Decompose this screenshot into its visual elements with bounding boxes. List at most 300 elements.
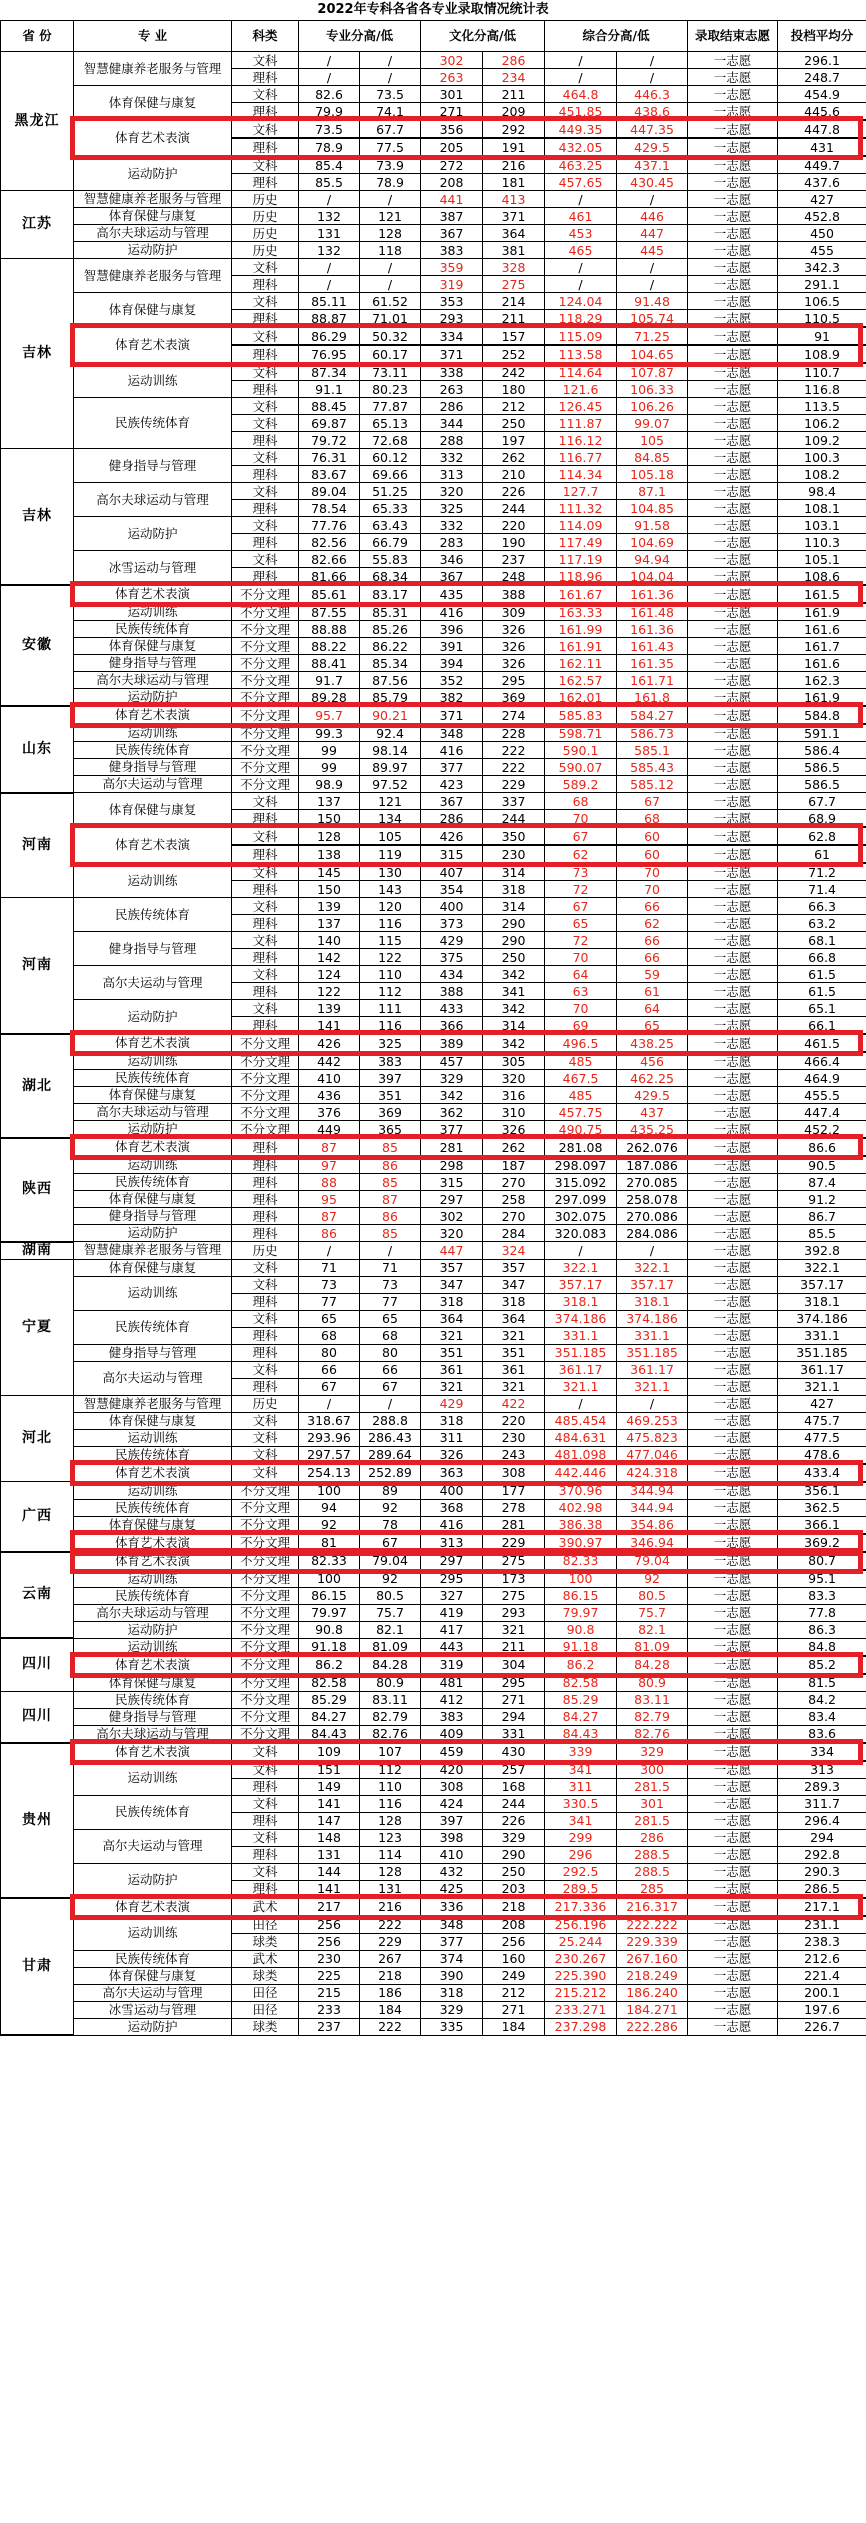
average-score-cell: 161.6 [778, 655, 866, 672]
culture-score-high-cell: 416 [421, 603, 483, 621]
type-cell: 不分文理 [232, 585, 299, 603]
composite-score-low-cell: 80.5 [617, 1587, 688, 1604]
culture-score-low-cell: 342 [483, 1000, 545, 1017]
major-score-high-cell: 66 [299, 1361, 360, 1378]
table-row [1, 1984, 866, 2001]
major-cell: 运动防护 [74, 156, 232, 191]
final-choice-cell: 一志愿 [688, 432, 778, 449]
major-score-low-cell: 79.04 [360, 1552, 421, 1570]
table-row [1, 1638, 866, 1656]
major-cell: 健身指导与管理 [74, 1344, 232, 1361]
composite-score-high-cell: 161.99 [545, 621, 617, 638]
major-score-low-cell: 98.14 [360, 742, 421, 759]
table-row [1, 52, 866, 69]
major-score-low-cell: 85 [360, 1174, 421, 1191]
final-choice-cell: 一志愿 [688, 534, 778, 551]
table-row [1, 1174, 866, 1191]
culture-score-low-cell: 321 [483, 1327, 545, 1344]
culture-score-high-cell: 400 [421, 898, 483, 915]
composite-score-high-cell: 590.1 [545, 742, 617, 759]
major-score-high-cell: 88.87 [299, 310, 360, 328]
culture-score-high-cell: 332 [421, 517, 483, 534]
culture-score-high-cell: 400 [421, 1482, 483, 1500]
table-row [1, 1674, 866, 1692]
table-row [1, 724, 866, 742]
province-cell: 四川 [1, 1691, 74, 1743]
header-composite-score: 综合分高/低 [545, 21, 688, 52]
culture-score-low-cell: 252 [483, 345, 545, 363]
composite-score-high-cell: 111.87 [545, 415, 617, 432]
culture-score-high-cell: 407 [421, 863, 483, 881]
major-score-high-cell: 254.13 [299, 1464, 360, 1482]
major-score-high-cell: 87.55 [299, 603, 360, 621]
final-choice-cell: 一志愿 [688, 759, 778, 776]
type-cell: 球类 [232, 1967, 299, 1984]
major-score-high-cell: / [299, 52, 360, 69]
major-score-high-cell: 256 [299, 1916, 360, 1934]
table-row [1, 742, 866, 759]
final-choice-cell: 一志愿 [688, 363, 778, 381]
average-score-cell: 356.1 [778, 1482, 866, 1500]
major-score-low-cell: 65 [360, 1310, 421, 1327]
composite-score-high-cell: 298.097 [545, 1156, 617, 1174]
major-cell: 冰雪运动与管理 [74, 551, 232, 586]
average-score-cell: 238.3 [778, 1933, 866, 1950]
culture-score-high-cell: 416 [421, 742, 483, 759]
final-choice-cell: 一志愿 [688, 1034, 778, 1052]
table-row [1, 1916, 866, 1934]
average-score-cell: 91.2 [778, 1191, 866, 1208]
province-cell: 云南 [1, 1552, 74, 1639]
final-choice-cell: 一志愿 [688, 517, 778, 534]
culture-score-low-cell: 243 [483, 1446, 545, 1464]
culture-score-low-cell: 173 [483, 1570, 545, 1588]
major-score-low-cell: 60.12 [360, 449, 421, 466]
table-row [1, 86, 866, 103]
average-score-cell: 95.1 [778, 1570, 866, 1588]
average-score-cell: 98.4 [778, 483, 866, 500]
culture-score-low-cell: 237 [483, 551, 545, 568]
major-score-low-cell: 78.9 [360, 174, 421, 191]
final-choice-cell: 一志愿 [688, 810, 778, 828]
culture-score-low-cell: 316 [483, 1087, 545, 1104]
type-cell: 理科 [232, 1293, 299, 1310]
major-cell: 运动训练 [74, 1761, 232, 1796]
type-cell: 不分文理 [232, 1621, 299, 1638]
major-cell: 健身指导与管理 [74, 932, 232, 966]
major-score-high-cell: 293.96 [299, 1429, 360, 1446]
major-cell: 体育艺术表演 [74, 1898, 232, 1916]
composite-score-low-cell: 67 [617, 793, 688, 810]
culture-score-low-cell: 308 [483, 1464, 545, 1482]
composite-score-low-cell: 357.17 [617, 1276, 688, 1293]
average-score-cell: 475.7 [778, 1412, 866, 1429]
type-cell: 理科 [232, 810, 299, 828]
final-choice-cell: 一志愿 [688, 1898, 778, 1916]
culture-score-high-cell: 293 [421, 310, 483, 328]
culture-score-high-cell: 318 [421, 1984, 483, 2001]
composite-score-low-cell: 161.8 [617, 689, 688, 707]
culture-score-high-cell: 271 [421, 103, 483, 121]
average-score-cell: 103.1 [778, 517, 866, 534]
final-choice-cell: 一志愿 [688, 1534, 778, 1552]
composite-score-low-cell: 68 [617, 810, 688, 828]
culture-score-low-cell: 257 [483, 1761, 545, 1779]
composite-score-high-cell: 215.212 [545, 1984, 617, 2001]
culture-score-high-cell: 397 [421, 1812, 483, 1829]
table-row [1, 1570, 866, 1588]
type-cell: 理科 [232, 103, 299, 121]
major-score-high-cell: 147 [299, 1812, 360, 1829]
composite-score-low-cell: 66 [617, 949, 688, 966]
table-row [1, 603, 866, 621]
culture-score-low-cell: 326 [483, 1121, 545, 1139]
province-cell: 江苏 [1, 191, 74, 259]
culture-score-high-cell: 327 [421, 1587, 483, 1604]
type-cell: 历史 [232, 242, 299, 259]
average-score-cell: 296.1 [778, 52, 866, 69]
composite-score-high-cell: 161.67 [545, 585, 617, 603]
major-score-high-cell: 109 [299, 1743, 360, 1761]
type-cell: 文科 [232, 398, 299, 415]
culture-score-high-cell: 447 [421, 1242, 483, 1260]
type-cell: 历史 [232, 1242, 299, 1260]
major-score-low-cell: 110 [360, 1778, 421, 1795]
type-cell: 文科 [232, 863, 299, 881]
composite-score-low-cell: 216.317 [617, 1898, 688, 1916]
table-row [1, 327, 866, 345]
major-score-low-cell: 288.8 [360, 1412, 421, 1429]
major-score-low-cell: 72.68 [360, 432, 421, 449]
major-score-high-cell: 225 [299, 1967, 360, 1984]
average-score-cell: 83.3 [778, 1587, 866, 1604]
major-cell: 高尔夫运动与管理 [74, 1984, 232, 2001]
culture-score-high-cell: 371 [421, 706, 483, 724]
average-score-cell: 427 [778, 1395, 866, 1412]
type-cell: 文科 [232, 1361, 299, 1378]
culture-score-high-cell: 348 [421, 724, 483, 742]
major-score-low-cell: 222 [360, 2018, 421, 2035]
type-cell: 文科 [232, 1429, 299, 1446]
table-row [1, 156, 866, 174]
header-major-score: 专业分高/低 [299, 21, 421, 52]
culture-score-high-cell: 297 [421, 1191, 483, 1208]
table-row [1, 1516, 866, 1534]
major-score-high-cell: 95.7 [299, 706, 360, 724]
major-score-low-cell: 86.22 [360, 638, 421, 655]
composite-score-high-cell: 85.29 [545, 1691, 617, 1708]
composite-score-high-cell: / [545, 69, 617, 86]
type-cell: 理科 [232, 1846, 299, 1863]
culture-score-low-cell: 364 [483, 225, 545, 242]
culture-score-high-cell: 298 [421, 1156, 483, 1174]
culture-score-low-cell: 320 [483, 1070, 545, 1087]
composite-score-high-cell: 457.65 [545, 174, 617, 191]
final-choice-cell: 一志愿 [688, 1464, 778, 1482]
type-cell: 不分文理 [232, 1638, 299, 1656]
major-cell: 高尔夫球运动与管理 [74, 483, 232, 517]
culture-score-low-cell: 244 [483, 810, 545, 828]
culture-score-high-cell: 424 [421, 1795, 483, 1812]
culture-score-high-cell: 321 [421, 1327, 483, 1344]
major-cell: 健身指导与管理 [74, 759, 232, 776]
type-cell: 文科 [232, 898, 299, 915]
major-score-high-cell: 90.8 [299, 1621, 360, 1638]
culture-score-low-cell: 271 [483, 1691, 545, 1708]
composite-score-low-cell: 184.271 [617, 2001, 688, 2018]
composite-score-low-cell: 446 [617, 208, 688, 225]
major-cell: 智慧健康养老服务与管理 [74, 191, 232, 208]
composite-score-low-cell: 62 [617, 915, 688, 932]
major-score-low-cell: 116 [360, 1795, 421, 1812]
major-score-low-cell: 77 [360, 1293, 421, 1310]
composite-score-high-cell: 116.77 [545, 449, 617, 466]
final-choice-cell: 一志愿 [688, 1846, 778, 1863]
type-cell: 理科 [232, 1208, 299, 1225]
major-score-low-cell: 351 [360, 1087, 421, 1104]
culture-score-high-cell: 368 [421, 1499, 483, 1516]
major-score-low-cell: 85 [360, 1225, 421, 1242]
composite-score-high-cell: 465 [545, 242, 617, 259]
culture-score-high-cell: 315 [421, 845, 483, 863]
final-choice-cell: 一志愿 [688, 863, 778, 881]
type-cell: 不分文理 [232, 776, 299, 793]
type-cell: 历史 [232, 225, 299, 242]
major-score-high-cell: 79.97 [299, 1604, 360, 1621]
major-score-low-cell: 222 [360, 1916, 421, 1934]
composite-score-low-cell: 83.11 [617, 1691, 688, 1708]
type-cell: 不分文理 [232, 1034, 299, 1052]
average-score-cell: 66.1 [778, 1017, 866, 1035]
major-score-high-cell: 100 [299, 1570, 360, 1588]
major-score-high-cell: 91.18 [299, 1638, 360, 1656]
major-score-high-cell: 86.15 [299, 1587, 360, 1604]
major-score-low-cell: 131 [360, 1880, 421, 1898]
culture-score-high-cell: 382 [421, 689, 483, 707]
table-row [1, 551, 866, 568]
major-cell: 体育保健与康复 [74, 86, 232, 121]
composite-score-low-cell: 585.12 [617, 776, 688, 793]
culture-score-high-cell: 263 [421, 69, 483, 86]
culture-score-low-cell: 326 [483, 655, 545, 672]
type-cell: 田径 [232, 2001, 299, 2018]
culture-score-low-cell: 256 [483, 1933, 545, 1950]
final-choice-cell: 一志愿 [688, 69, 778, 86]
composite-score-low-cell: 270.086 [617, 1208, 688, 1225]
composite-score-high-cell: 118.96 [545, 568, 617, 586]
culture-score-low-cell: 216 [483, 156, 545, 174]
major-cell: 运动防护 [74, 1225, 232, 1242]
table-row [1, 1708, 866, 1725]
composite-score-low-cell: 84.85 [617, 449, 688, 466]
composite-score-high-cell: 69 [545, 1017, 617, 1035]
culture-score-low-cell: 326 [483, 638, 545, 655]
culture-score-high-cell: 394 [421, 655, 483, 672]
final-choice-cell: 一志愿 [688, 293, 778, 310]
culture-score-low-cell: 292 [483, 120, 545, 138]
major-score-low-cell: 69.66 [360, 466, 421, 483]
average-score-cell: 61.5 [778, 983, 866, 1000]
composite-score-high-cell: 118.29 [545, 310, 617, 328]
major-score-high-cell: 86 [299, 1225, 360, 1242]
major-score-low-cell: 71 [360, 1259, 421, 1276]
composite-score-high-cell: 357.17 [545, 1276, 617, 1293]
culture-score-low-cell: 275 [483, 1587, 545, 1604]
culture-score-high-cell: 334 [421, 327, 483, 345]
average-score-cell: 477.5 [778, 1429, 866, 1446]
type-cell: 不分文理 [232, 1499, 299, 1516]
composite-score-high-cell: 86.15 [545, 1587, 617, 1604]
culture-score-low-cell: 331 [483, 1725, 545, 1743]
final-choice-cell: 一志愿 [688, 621, 778, 638]
composite-score-low-cell: 322.1 [617, 1259, 688, 1276]
average-score-cell: 65.1 [778, 1000, 866, 1017]
composite-score-low-cell: / [617, 1242, 688, 1260]
final-choice-cell: 一志愿 [688, 156, 778, 174]
major-score-low-cell: 75.7 [360, 1604, 421, 1621]
composite-score-high-cell: 281.08 [545, 1138, 617, 1156]
major-score-high-cell: 233 [299, 2001, 360, 2018]
table-row [1, 1552, 866, 1570]
major-score-low-cell: 112 [360, 1761, 421, 1779]
final-choice-cell: 一志愿 [688, 1863, 778, 1880]
table-row [1, 1361, 866, 1378]
table-row [1, 1656, 866, 1674]
composite-score-high-cell: 351.185 [545, 1344, 617, 1361]
table-row [1, 1087, 866, 1104]
major-score-low-cell: / [360, 69, 421, 86]
major-score-low-cell: 123 [360, 1829, 421, 1846]
average-score-cell: 342.3 [778, 259, 866, 276]
culture-score-low-cell: 364 [483, 1310, 545, 1327]
composite-score-high-cell: 84.27 [545, 1708, 617, 1725]
composite-score-high-cell: / [545, 1242, 617, 1260]
major-cell: 体育保健与康复 [74, 1412, 232, 1429]
major-cell: 体育艺术表演 [74, 827, 232, 863]
type-cell: 理科 [232, 1156, 299, 1174]
composite-score-low-cell: 437.1 [617, 156, 688, 174]
culture-score-low-cell: 160 [483, 1950, 545, 1967]
major-score-low-cell: 63.43 [360, 517, 421, 534]
major-cell: 体育保健与康复 [74, 1674, 232, 1692]
final-choice-cell: 一志愿 [688, 1310, 778, 1327]
major-score-low-cell: 77.87 [360, 398, 421, 415]
final-choice-cell: 一志愿 [688, 742, 778, 759]
culture-score-high-cell: 377 [421, 759, 483, 776]
table-row [1, 1446, 866, 1464]
culture-score-low-cell: 321 [483, 1621, 545, 1638]
composite-score-low-cell: 104.85 [617, 500, 688, 517]
major-score-low-cell: 67.7 [360, 120, 421, 138]
composite-score-low-cell: 438.25 [617, 1034, 688, 1052]
culture-score-low-cell: 290 [483, 915, 545, 932]
culture-score-low-cell: 350 [483, 827, 545, 845]
average-score-cell: 83.6 [778, 1725, 866, 1743]
composite-score-low-cell: 288.5 [617, 1846, 688, 1863]
major-score-high-cell: 141 [299, 1795, 360, 1812]
culture-score-low-cell: 212 [483, 398, 545, 415]
major-score-high-cell: 151 [299, 1761, 360, 1779]
final-choice-cell: 一志愿 [688, 1984, 778, 2001]
major-score-low-cell: 89.97 [360, 759, 421, 776]
major-cell: 民族传统体育 [74, 1795, 232, 1829]
major-score-high-cell: 83.67 [299, 466, 360, 483]
final-choice-cell: 一志愿 [688, 398, 778, 415]
major-score-low-cell: 120 [360, 898, 421, 915]
major-score-high-cell: 78.9 [299, 138, 360, 156]
type-cell: 理科 [232, 1174, 299, 1191]
final-choice-cell: 一志愿 [688, 1395, 778, 1412]
final-choice-cell: 一志愿 [688, 568, 778, 586]
major-score-high-cell: 94 [299, 1499, 360, 1516]
major-score-high-cell: 82.33 [299, 1552, 360, 1570]
culture-score-high-cell: 359 [421, 259, 483, 276]
composite-score-high-cell: 79.97 [545, 1604, 617, 1621]
final-choice-cell: 一志愿 [688, 1552, 778, 1570]
admission-stats-table [0, 20, 866, 2036]
final-choice-cell: 一志愿 [688, 1570, 778, 1588]
major-score-low-cell: 134 [360, 810, 421, 828]
average-score-cell: 90.5 [778, 1156, 866, 1174]
major-score-low-cell: 216 [360, 1898, 421, 1916]
composite-score-high-cell: 162.11 [545, 655, 617, 672]
culture-score-high-cell: 313 [421, 466, 483, 483]
culture-score-low-cell: 351 [483, 1344, 545, 1361]
composite-score-high-cell: 463.25 [545, 156, 617, 174]
average-score-cell: 466.4 [778, 1052, 866, 1070]
type-cell: 文科 [232, 156, 299, 174]
table-row [1, 363, 866, 381]
final-choice-cell: 一志愿 [688, 1344, 778, 1361]
major-score-high-cell: / [299, 191, 360, 208]
composite-score-high-cell: 322.1 [545, 1259, 617, 1276]
composite-score-high-cell: 361.17 [545, 1361, 617, 1378]
type-cell: 文科 [232, 1000, 299, 1017]
culture-score-low-cell: 191 [483, 138, 545, 156]
culture-score-high-cell: 297 [421, 1552, 483, 1570]
culture-score-high-cell: 417 [421, 1621, 483, 1638]
type-cell: 理科 [232, 138, 299, 156]
type-cell: 理科 [232, 983, 299, 1000]
major-score-low-cell: 267 [360, 1950, 421, 1967]
culture-score-high-cell: 362 [421, 1104, 483, 1121]
final-choice-cell: 一志愿 [688, 1674, 778, 1692]
final-choice-cell: 一志愿 [688, 1121, 778, 1139]
major-score-low-cell: 289.64 [360, 1446, 421, 1464]
type-cell: 理科 [232, 174, 299, 191]
culture-score-high-cell: 329 [421, 2001, 483, 2018]
major-score-low-cell: / [360, 259, 421, 276]
province-cell: 河南 [1, 793, 74, 898]
table-row [1, 1070, 866, 1087]
header-average: 投档平均分 [778, 21, 866, 52]
culture-score-high-cell: 342 [421, 1087, 483, 1104]
culture-score-high-cell: 423 [421, 776, 483, 793]
type-cell: 文科 [232, 483, 299, 500]
composite-score-low-cell: 288.5 [617, 1863, 688, 1880]
culture-score-high-cell: 302 [421, 1208, 483, 1225]
province-cell: 吉林 [1, 259, 74, 449]
type-cell: 不分文理 [232, 1070, 299, 1087]
province-cell: 宁夏 [1, 1259, 74, 1395]
culture-score-high-cell: 367 [421, 225, 483, 242]
composite-score-low-cell: 94.94 [617, 551, 688, 568]
major-score-low-cell: 51.25 [360, 483, 421, 500]
culture-score-high-cell: 426 [421, 827, 483, 845]
major-score-high-cell: 410 [299, 1070, 360, 1087]
major-cell: 体育艺术表演 [74, 1034, 232, 1052]
culture-score-low-cell: 180 [483, 381, 545, 398]
